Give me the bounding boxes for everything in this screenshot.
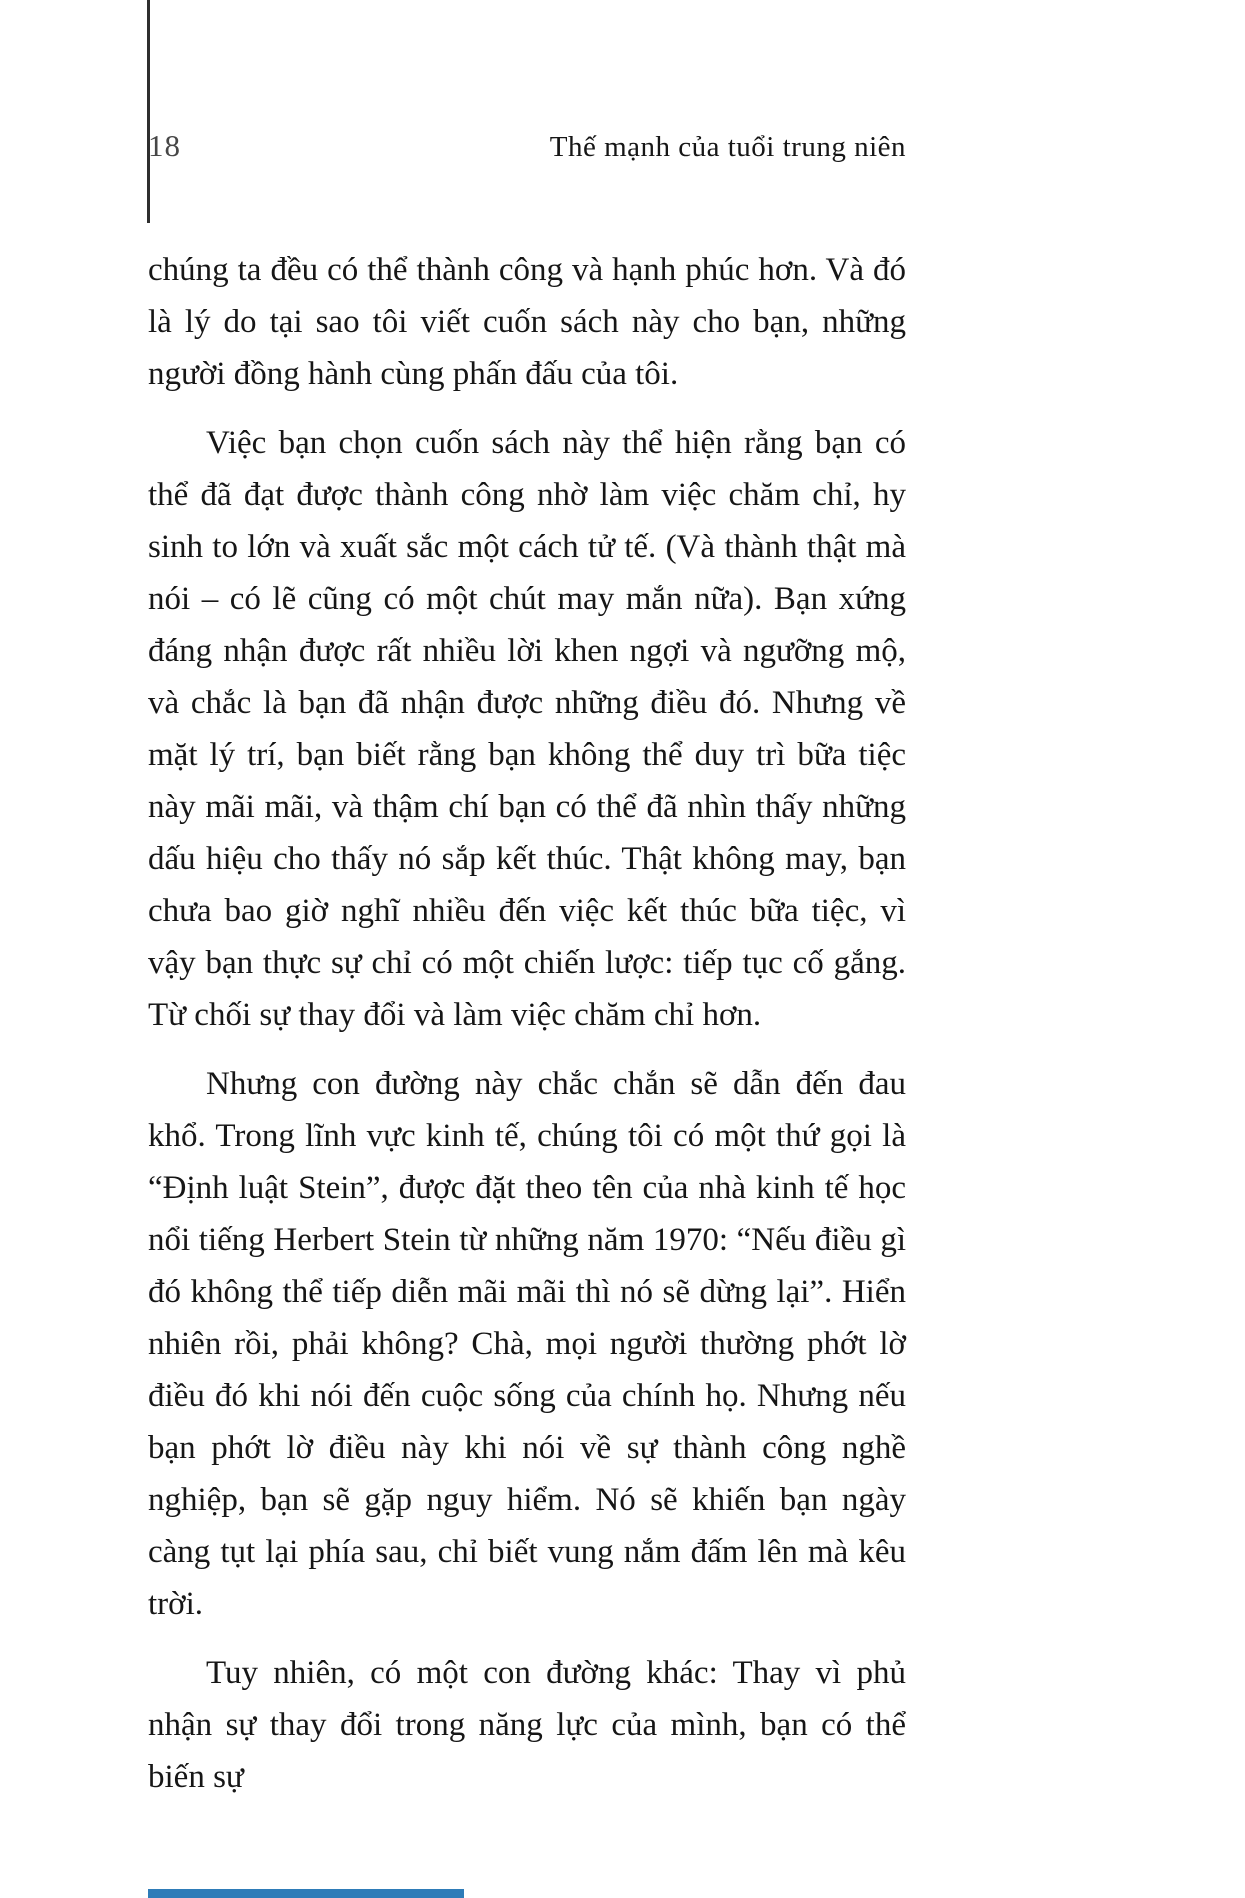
paragraph-4: Tuy nhiên, có một con đường khác: Thay vì phủ nhận sự thay đổi trong năng lực của mình, bạn có thể biến sự: [148, 1655, 906, 1795]
paragraph-3: Nhưng con đường này chắc chắn sẽ dẫn đến đau khổ. Trong lĩnh vực kinh tế, chúng tôi có một thứ gọi là “Định luật Stein”, được đặt theo tên của nhà kinh tế học nổi tiếng Herbert Stein từ những năm 1970: “Nếu điều gì đó không thể tiếp diễn mãi mãi thì nó sẽ dừng lại”. Hiển nhiên rồi, phải không? Chà, mọi người thường phớt lờ điều đó khi nói đến cuộc sống của chính họ. Nhưng nếu bạn phớt lờ điều này khi nói về sự thành công nghề nghiệp, bạn sẽ gặp nguy hiểm. Nó sẽ khiến bạn ngày càng tụt lại phía sau, chỉ biết vung nắm đấm lên mà kêu trời.: [148, 1066, 906, 1622]
page-content: [148, 0, 906, 1820]
paragraph-1: chúng ta đều có thể thành công và hạnh phúc hơn. Và đó là lý do tại sao tôi viết cuốn sách này cho bạn, những người đồng hành cùng phấn đấu của tôi.: [148, 252, 906, 392]
page-body: [148, 244, 906, 1803]
paragraph-2: Việc bạn chọn cuốn sách này thể hiện rằng bạn có thể đã đạt được thành công nhờ làm việc chăm chỉ, hy sinh to lớn và xuất sắc một cách tử tế. (Và thành thật mà nói – có lẽ cũng có một chút may mắn nữa). Bạn xứng đáng nhận được rất nhiều lời khen ngợi và ngưỡng mộ, và chắc là bạn đã nhận được những điều đó. Nhưng về mặt lý trí, bạn biết rằng bạn không thể duy trì bữa tiệc này mãi mãi, và thậm chí bạn có thể đã nhìn thấy những dấu hiệu cho thấy nó sắp kết thúc. Thật không may, bạn chưa bao giờ nghĩ nhiều đến việc kết thúc bữa tiệc, vì vậy bạn thực sự chỉ có một chiến lược: tiếp tục cố gắng. Từ chối sự thay đổi và làm việc chăm chỉ hơn.: [148, 425, 906, 1033]
page-number: 18: [148, 128, 181, 163]
footer-bar: [148, 1889, 464, 1898]
page-header: [148, 128, 906, 174]
running-title: Thế mạnh của tuổi trung niên: [549, 131, 906, 163]
